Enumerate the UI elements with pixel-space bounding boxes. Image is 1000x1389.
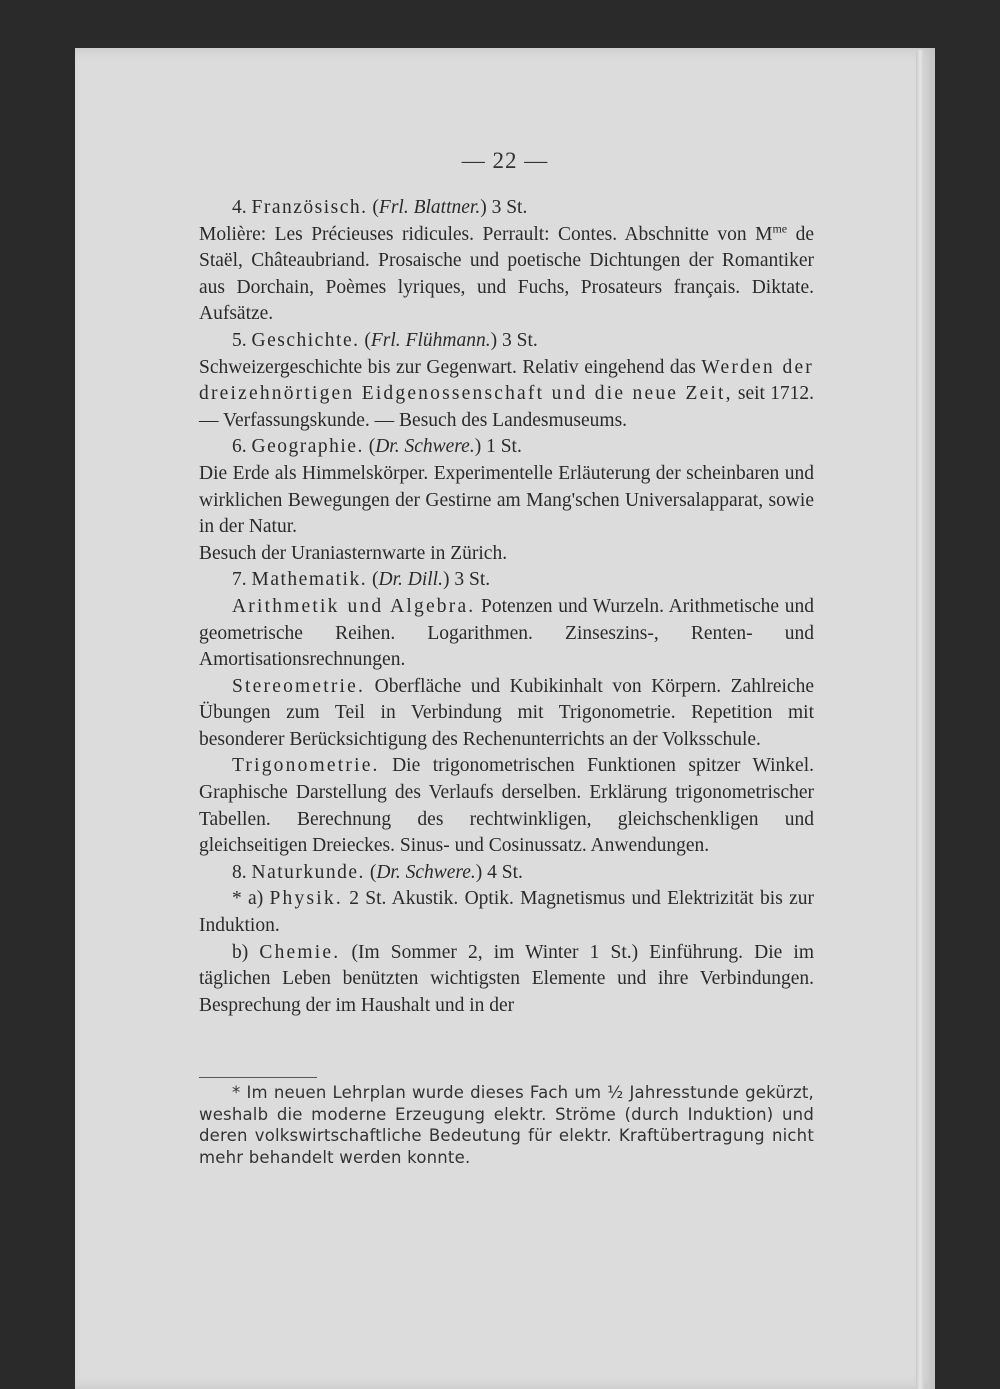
section-heading-geschichte: 5. Geschichte. (Frl. Flühmann.) 3 St. — [232, 329, 538, 351]
section-heading-geographie: 6. Geographie. (Dr. Schwere.) 1 St. — [232, 436, 522, 458]
section-title: Französisch. — [251, 197, 368, 218]
subsection-arithmetik: Arithmetik und Algebra. Potenzen und Wurzeln. Arithmetische und geometrische Reihen. Logarithmen. Zinseszins-, Renten- und Amortisationsrechnungen. — [199, 595, 814, 671]
section-title: Geographie. — [251, 436, 364, 458]
section-body-geschichte: Schweizergeschichte bis zur Gegenwart. Relativ eingehend das Werden der dreizehnörtigen Eidgenossenschaft und die neue Zeit, seit 1712. — Verfassungskunde. — Besuch des Landesmuseums. — [199, 356, 815, 431]
section-title: Mathematik. — [251, 569, 368, 591]
footnote-text: * Im neuen Lehrplan wurde dieses Fach um ½ Jahresstunde gekürzt, weshalb die moderne Erzeugung elektr. Ströme (durch Induktion) und deren volkswirtschaftliche Bedeutung für elektr. Kraftübertragung nicht mehr behandelt werden konnte. — [199, 1083, 814, 1167]
section-heading-mathematik: 7. Mathematik. (Dr. Dill.) 3 St. — [232, 569, 491, 591]
subsection-chemie: b) Chemie. (Im Sommer 2, im Winter 1 St.) Einführung. Die im täglichen Leben benützten wichtigsten Elemente und ihre Verbindungen. Besprechung der im Haushalt und in der — [199, 941, 814, 1016]
hours: 3 St. — [501, 329, 538, 351]
section-heading-naturkunde: 8. Naturkunde. (Dr. Schwere.) 4 St. — [232, 861, 523, 883]
page-body — [199, 195, 814, 1019]
teacher-name: Dr. Schwere. — [375, 436, 475, 458]
teacher-name: Dr. Schwere. — [376, 861, 476, 883]
footnote — [199, 1082, 814, 1168]
page-number: — 22 — — [461, 148, 549, 173]
hours: 4 St. — [487, 861, 523, 883]
teacher-name: Frl. Flühmann. — [370, 329, 491, 351]
hours: 3 St. — [454, 569, 491, 591]
hours: 1 St. — [486, 436, 522, 458]
hours: 3 St. — [491, 197, 528, 218]
section-body-geographie-2: Besuch der Uraniasternwarte in Zürich. — [199, 542, 508, 564]
page-edge — [916, 50, 924, 1389]
teacher-name: Frl. Blattner. — [378, 197, 481, 218]
section-body-franzoesisch: Molière: Les Précieuses ridicules. Perrault: Contes. Abschnitte von $M^{me}$ de Staël, Châteaubriand. Prosaische und poetische Dichtungen der Romantiker aus Dorchain, Poèmes lyriques, und Fuchs, Prosateurs français. Diktate. Aufsätze. — [199, 221, 815, 325]
section-title: Geschichte. — [251, 329, 360, 351]
footnote-rule — [199, 1077, 317, 1078]
subsection-stereometrie: Stereometrie. Oberfläche und Kubikinhalt von Körpern. Zahlreiche Übungen zum Teil in Verbindung mit Trigonometrie. Repetition mit besonderer Berücksichtigung des Rechenunterrichts an der Volksschule. — [199, 675, 814, 750]
subsection-physik: * a) Physik. 2 St. Akustik. Optik. Magnetismus und Elektrizität bis zur Induktion. — [199, 888, 814, 937]
subsection-trigonometrie: Trigonometrie. Die trigonometrischen Funktionen spitzer Winkel. Graphische Darstellung des Verlaufs derselben. Erklärung trigonometrischer Tabellen. Berechnung des rechtwinkligen, gleichschenkligen und gleichseitigen Dreieckes. Sinus- und Cosinussatz. Anwendungen. — [199, 755, 814, 857]
section-body-geographie: Die Erde als Himmelskörper. Experimentelle Erläuterung der scheinbaren und wirklichen Bewegungen der Gestirne am Mang'schen Universalapparat, sowie in der Natur. — [199, 462, 814, 538]
section-heading-franzoesisch: 4. Französisch. (Frl. Blattner.) 3 St. — [232, 197, 528, 218]
teacher-name: Dr. Dill. — [378, 569, 443, 591]
section-title: Naturkunde. — [251, 861, 365, 883]
